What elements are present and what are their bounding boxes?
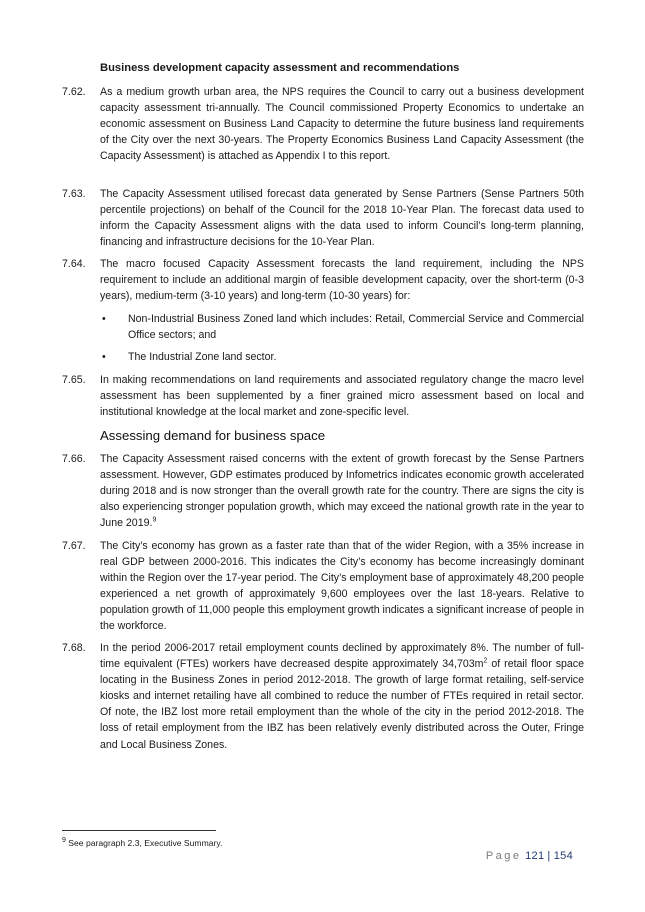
paragraph-body: The Capacity Assessment raised concerns with the extent of growth forecast by the Sense Partners assessment. However, GDP estimates produced by Infometrics indicates economic growth accelerated during 2018 and is now stronger than the overall growth rate for the country. There are signs the city is also experiencing stronger population growth, which may exceed the national growth rate in the year to June 2019. xyxy=(100,453,584,530)
page-label: Page xyxy=(485,850,522,862)
paragraph-number: 7.68. xyxy=(62,642,86,654)
current-page-number: 121 xyxy=(525,850,545,862)
total-pages: 154 xyxy=(553,850,573,862)
paragraph-text: The macro focused Capacity Assessment forecasts the land requirement, including the NPS requirement to include an additional margin of feasible development capacity, over the short-term (0-3 years), medium-term (3-10 years) and long-term (10-30 years) for: xyxy=(100,258,584,303)
subsection-heading: Assessing demand for business space xyxy=(100,428,326,443)
paragraph-7-62 xyxy=(62,84,584,164)
paragraph-text: As a medium growth urban area, the NPS requires the Council to carry out a business development capacity assessment tri-annually. The Council commissioned Property Economics to undertake an economic assessment on Business Land Capacity to determine the future business land requirements of the City over the next 30-years. The Property Economics Business Land Capacity Assessment (the Capacity Assessment) is attached as Appendix I to this report. xyxy=(100,86,584,163)
page-separator: | xyxy=(547,850,551,862)
paragraph-text: The Capacity Assessment utilised forecast data generated by Sense Partners (Sense Partners 50th percentile projections) on behalf of the Council for the 2018 10-Year Plan. The forecast data used to inform the Capacity Assessment aligns with the data used to inform Council’s long-term planning, financing and infrastructure decisions for the 10-Year Plan. xyxy=(100,188,584,249)
footnote-divider xyxy=(62,830,216,831)
paragraph-body-a: In the period 2006-2017 retail employment counts declined by approximately 8%. The number of full-time equivalent (FTEs) workers have decreased despite approximately 34,703m xyxy=(100,642,584,671)
footnote-marker: 9 xyxy=(62,837,66,845)
paragraph-text xyxy=(100,640,584,753)
paragraph-7-63 xyxy=(62,186,584,250)
superscript: 2 xyxy=(483,657,488,665)
paragraph-7-64 xyxy=(62,256,584,304)
paragraph-number: 7.63. xyxy=(62,188,86,200)
footnote-text: See paragraph 2.3, Executive Summary. xyxy=(65,838,223,848)
footnote-reference: 9 xyxy=(152,516,157,524)
paragraph-number: 7.66. xyxy=(62,453,86,465)
section-heading: Business development capacity assessment and recommendations xyxy=(100,62,460,74)
footnote xyxy=(62,838,222,848)
paragraph-number: 7.67. xyxy=(62,540,86,552)
paragraph-7-67 xyxy=(62,538,584,635)
paragraph-text: The City’s economy has grown as a faster rate than that of the wider Region, with a 35% increase in real GDP between 2000-2016. This indicates the City’s economy has become increasingly dominant within the Region over the 17-year period. The City’s employment base of approximately 48,200 people experienced a net growth of approximately 9,600 employees over the last 18-years. Relative to population growth of 11,000 people this employment growth indicates a significant increase of people in the workforce. xyxy=(100,540,584,633)
paragraph-body-b: of retail floor space locating in the Business Zones in period 2012-2018. The growth of large format retailing, self-service kiosks and internet retailing have all combined to reduce the number of FTEs required in retail sector. Of note, the IBZ lost more retail employment than the whole of the city in the period 2012-2018. The loss of retail employment from the IBZ has been relatively evenly distributed across the Outer, Fringe and Local Business Zones. xyxy=(100,658,584,751)
paragraph-number: 7.65. xyxy=(62,374,86,386)
paragraph-text xyxy=(100,451,584,531)
bullet-text: Non-Industrial Business Zoned land which includes: Retail, Commercial Service and Commercial Office sectors; and xyxy=(128,313,584,342)
page-footer xyxy=(486,850,573,862)
bullet-item xyxy=(100,311,584,343)
paragraph-number: 7.64. xyxy=(62,258,86,270)
paragraph-number: 7.62. xyxy=(62,86,86,98)
paragraph-7-66 xyxy=(62,451,584,531)
paragraph-7-68 xyxy=(62,640,584,753)
paragraph-text: In making recommendations on land requirements and associated regulatory change the macro level assessment has been supplemented by a finer grained micro assessment based on local and institutional knowledge at the local market and zone-specific level. xyxy=(100,374,584,419)
paragraph-7-65 xyxy=(62,372,584,420)
bullet-text: The Industrial Zone land sector. xyxy=(128,351,277,363)
bullet-item xyxy=(100,349,584,365)
bullet-icon: • xyxy=(102,313,106,325)
bullet-icon: • xyxy=(102,351,106,363)
